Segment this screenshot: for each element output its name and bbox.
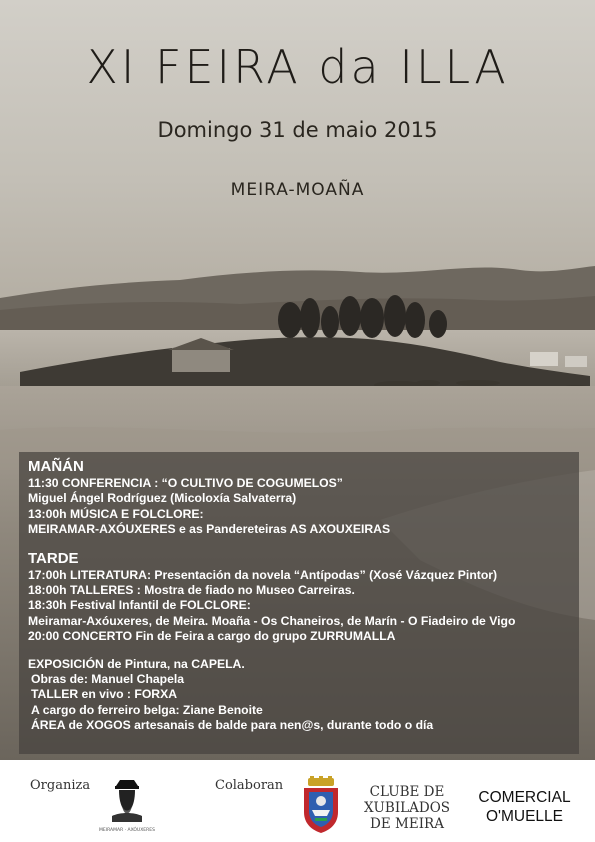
program-line: Miguel Ángel Rodríguez (Micoloxía Salvaterra) xyxy=(28,491,297,506)
program-line: 11:30 CONFERENCIA : “O CULTIVO DE COGUMELOS” xyxy=(28,476,343,490)
svg-text:MEIRAMAR · AXÓUXERES: MEIRAMAR · AXÓUXERES xyxy=(99,828,155,833)
sponsors-footer xyxy=(0,760,595,842)
extras-line: TALLER en vivo : FORXA xyxy=(31,687,178,702)
program-line: 18:30h Festival Infantil de FOLCLORE: xyxy=(28,598,251,613)
afternoon-heading: TARDE xyxy=(28,549,79,567)
program-line: 17:00h LITERATURA: Presentación da novela “Antípodas” (Xosé Vázquez Pintor) xyxy=(28,567,498,582)
comercial-omuelle xyxy=(462,788,587,826)
extras-line: A cargo do ferreiro belga: Ziane Benoite xyxy=(31,702,263,717)
program-line: 20:00 CONCERTO Fin de Feira a cargo do grupo ZURRUMALLA xyxy=(28,629,396,644)
municipal-shield-icon xyxy=(300,776,342,834)
morning-heading: MAÑÁN xyxy=(28,458,84,475)
clube-line: XUBILADOS xyxy=(363,800,451,816)
organiza-label: Organiza xyxy=(30,778,91,793)
poster-date: Domingo 31 de maio 2015 xyxy=(157,118,438,142)
comercial-line: COMERCIAL xyxy=(478,789,571,806)
poster-title: XI FEIRA da ILLA xyxy=(86,40,509,94)
extras-line: Obras de: Manuel Chapela xyxy=(31,672,185,687)
clube-xubilados xyxy=(362,784,452,832)
fisherman-logo-icon xyxy=(99,776,155,834)
clube-line: DE MEIRA xyxy=(370,816,444,832)
extras-line: EXPOSICIÓN de Pintura, na CAPELA. xyxy=(28,656,245,671)
program-line: 18:00h TALLERES : Mostra de fiado no Museo Carreiras. xyxy=(28,583,355,598)
comercial-line: O'MUELLE xyxy=(485,808,564,825)
program-line: 13:00h MÚSICA E FOLCLORE: xyxy=(28,506,204,521)
poster-place: MEIRA-MOAÑA xyxy=(230,180,365,200)
colaboran-label: Colaboran xyxy=(215,778,284,793)
program-line: MEIRAMAR-AXÓUXERES e as Pandereteiras AS AXOUXEIRAS xyxy=(28,522,391,537)
extras-line: ÁREA de XOGOS artesanais de balde para nen@s, durante todo o día xyxy=(31,718,434,733)
program-box xyxy=(19,452,579,754)
clube-line: CLUBE DE xyxy=(369,784,445,800)
program-line: Meiramar-Axóuxeres, de Meira. Moaña - Os Chaneiros, de Marín - O Fiadeiro de Vigo xyxy=(28,613,516,628)
